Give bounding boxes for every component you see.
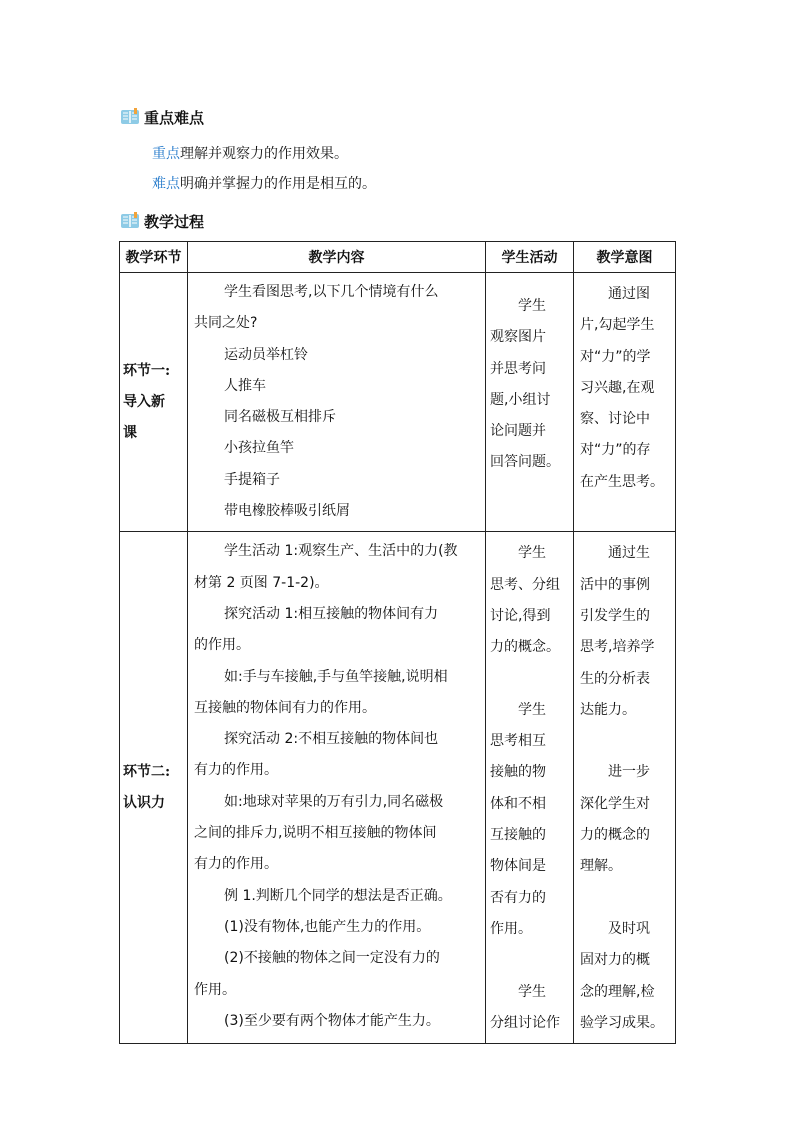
stage-text: 课 bbox=[123, 424, 137, 441]
key-point-label: 重点 bbox=[152, 146, 180, 162]
book-icon bbox=[120, 108, 140, 126]
activity-line: 力的概念。 bbox=[490, 639, 560, 656]
content-line: 如:手与车接触,手与鱼竿接触,说明相 bbox=[224, 668, 448, 685]
table-header-row bbox=[120, 242, 676, 273]
intent-line: 对“力”的学 bbox=[580, 348, 651, 365]
intent-line: 验学习成果。 bbox=[580, 1014, 664, 1031]
activity-line: 学生 bbox=[518, 545, 546, 562]
stage-text: 环节二: bbox=[123, 763, 171, 780]
content-line: (3)至少要有两个物体才能产生力。 bbox=[224, 1012, 440, 1029]
intent-line: 习兴趣,在观 bbox=[580, 379, 655, 396]
key-point-text: 理解并观察力的作用效果。 bbox=[180, 146, 348, 162]
key-point-item bbox=[152, 144, 348, 164]
intent-line: 及时巩 bbox=[608, 920, 650, 937]
content-line: 小孩拉鱼竿 bbox=[224, 440, 294, 457]
intent-line: 固对力的概 bbox=[580, 952, 650, 969]
activity-line: 思考相互 bbox=[490, 733, 546, 750]
intent-line: 达能力。 bbox=[580, 701, 636, 718]
content-cell bbox=[188, 532, 486, 1044]
content-line: 运动员举杠铃 bbox=[224, 346, 308, 363]
difficult-point-text: 明确并掌握力的作用是相互的。 bbox=[180, 176, 376, 192]
intent-line: 念的理解,检 bbox=[580, 983, 655, 1000]
content-line: 互接触的物体间有力的作用。 bbox=[194, 699, 376, 716]
content-line: (1)没有物体,也能产生力的作用。 bbox=[224, 918, 431, 935]
content-line: 材第 2 页图 7-1-2)。 bbox=[194, 574, 329, 591]
content-line: 的作用。 bbox=[194, 637, 250, 654]
activity-line: 回答问题。 bbox=[490, 454, 560, 471]
activity-line: 思考、分组 bbox=[490, 576, 560, 593]
activity-line: 学生 bbox=[518, 983, 546, 1000]
content-line: 之间的排斥力,说明不相互接触的物体间 bbox=[194, 825, 437, 842]
difficult-point-item bbox=[152, 174, 376, 194]
content-line: 有力的作用。 bbox=[194, 856, 278, 873]
section-title: 教学过程 bbox=[144, 212, 205, 231]
activity-line: 体和不相 bbox=[490, 795, 546, 812]
intent-cell bbox=[574, 532, 676, 1044]
activity-line: 互接触的 bbox=[490, 827, 546, 844]
intent-line: 活中的事例 bbox=[580, 576, 650, 593]
content-line: 有力的作用。 bbox=[194, 762, 278, 779]
stage-text: 环节一: bbox=[123, 362, 171, 379]
activity-line: 物体间是 bbox=[490, 858, 546, 875]
content-cell bbox=[188, 273, 486, 532]
activity-line: 作用。 bbox=[490, 920, 532, 937]
intent-line: 对“力”的存 bbox=[580, 442, 651, 459]
activity-line: 并思考问 bbox=[490, 360, 546, 377]
activity-line: 分组讨论作 bbox=[490, 1014, 560, 1031]
intent-line: 思考,培养学 bbox=[580, 639, 655, 656]
content-line: 手提箱子 bbox=[224, 471, 280, 488]
activity-line: 否有力的 bbox=[490, 889, 546, 906]
content-line: 同名磁极互相排斥 bbox=[224, 409, 336, 426]
activity-line: 观察图片 bbox=[490, 329, 546, 346]
intent-cell bbox=[574, 273, 676, 532]
activity-line: 接触的物 bbox=[490, 764, 546, 781]
content-line: 带电橡胶棒吸引纸屑 bbox=[224, 503, 350, 520]
activity-cell bbox=[486, 532, 574, 1044]
header-intent: 教学意图 bbox=[574, 242, 676, 273]
stage-cell bbox=[120, 273, 188, 532]
intent-line: 片,勾起学生 bbox=[580, 317, 655, 334]
activity-line: 论问题并 bbox=[490, 423, 546, 440]
stage-cell bbox=[120, 532, 188, 1044]
stage-text: 认识力 bbox=[123, 794, 165, 811]
activity-line: 讨论,得到 bbox=[490, 607, 551, 624]
activity-cell bbox=[486, 273, 574, 532]
difficult-point-label: 难点 bbox=[152, 176, 180, 192]
stage-text: 导入新 bbox=[123, 393, 165, 410]
content-line: 学生看图思考,以下几个情境有什么 bbox=[224, 284, 439, 300]
activity-line: 题,小组讨 bbox=[490, 391, 551, 408]
section-title: 重点难点 bbox=[144, 108, 205, 127]
intent-line: 生的分析表 bbox=[580, 670, 650, 687]
intent-line: 通过图 bbox=[608, 286, 650, 302]
intent-line: 察、讨论中 bbox=[580, 411, 650, 428]
content-line: 人推车 bbox=[224, 377, 266, 394]
activity-line: 学生 bbox=[518, 298, 546, 314]
header-stage: 教学环节 bbox=[120, 242, 188, 273]
book-icon bbox=[120, 212, 140, 230]
table-row bbox=[120, 532, 676, 1044]
teaching-process-table bbox=[119, 241, 676, 1044]
content-line: 作用。 bbox=[194, 981, 236, 998]
content-line: 学生活动 1:观察生产、生活中的力(教 bbox=[224, 543, 458, 560]
intent-line: 深化学生对 bbox=[580, 795, 650, 812]
content-line: 如:地球对苹果的万有引力,同名磁极 bbox=[224, 793, 444, 810]
intent-line: 力的概念的 bbox=[580, 827, 650, 844]
section-heading-key-points bbox=[120, 106, 204, 128]
header-content: 教学内容 bbox=[188, 242, 486, 273]
header-activity: 学生活动 bbox=[486, 242, 574, 273]
activity-line: 学生 bbox=[518, 701, 546, 718]
content-line: (2)不接触的物体之间一定没有力的 bbox=[224, 950, 440, 967]
intent-line: 通过生 bbox=[608, 545, 650, 562]
intent-line: 引发学生的 bbox=[580, 607, 650, 624]
table-row bbox=[120, 273, 676, 532]
intent-line: 在产生思考。 bbox=[580, 473, 664, 490]
content-line: 探究活动 2:不相互接触的物体间也 bbox=[224, 731, 439, 748]
section-heading-process bbox=[120, 210, 204, 232]
content-line: 探究活动 1:相互接触的物体间有力 bbox=[224, 605, 439, 622]
content-line: 例 1.判断几个同学的想法是否正确。 bbox=[224, 887, 452, 904]
intent-line: 理解。 bbox=[580, 858, 622, 875]
content-line: 共同之处? bbox=[194, 315, 258, 332]
intent-line: 进一步 bbox=[608, 764, 650, 781]
